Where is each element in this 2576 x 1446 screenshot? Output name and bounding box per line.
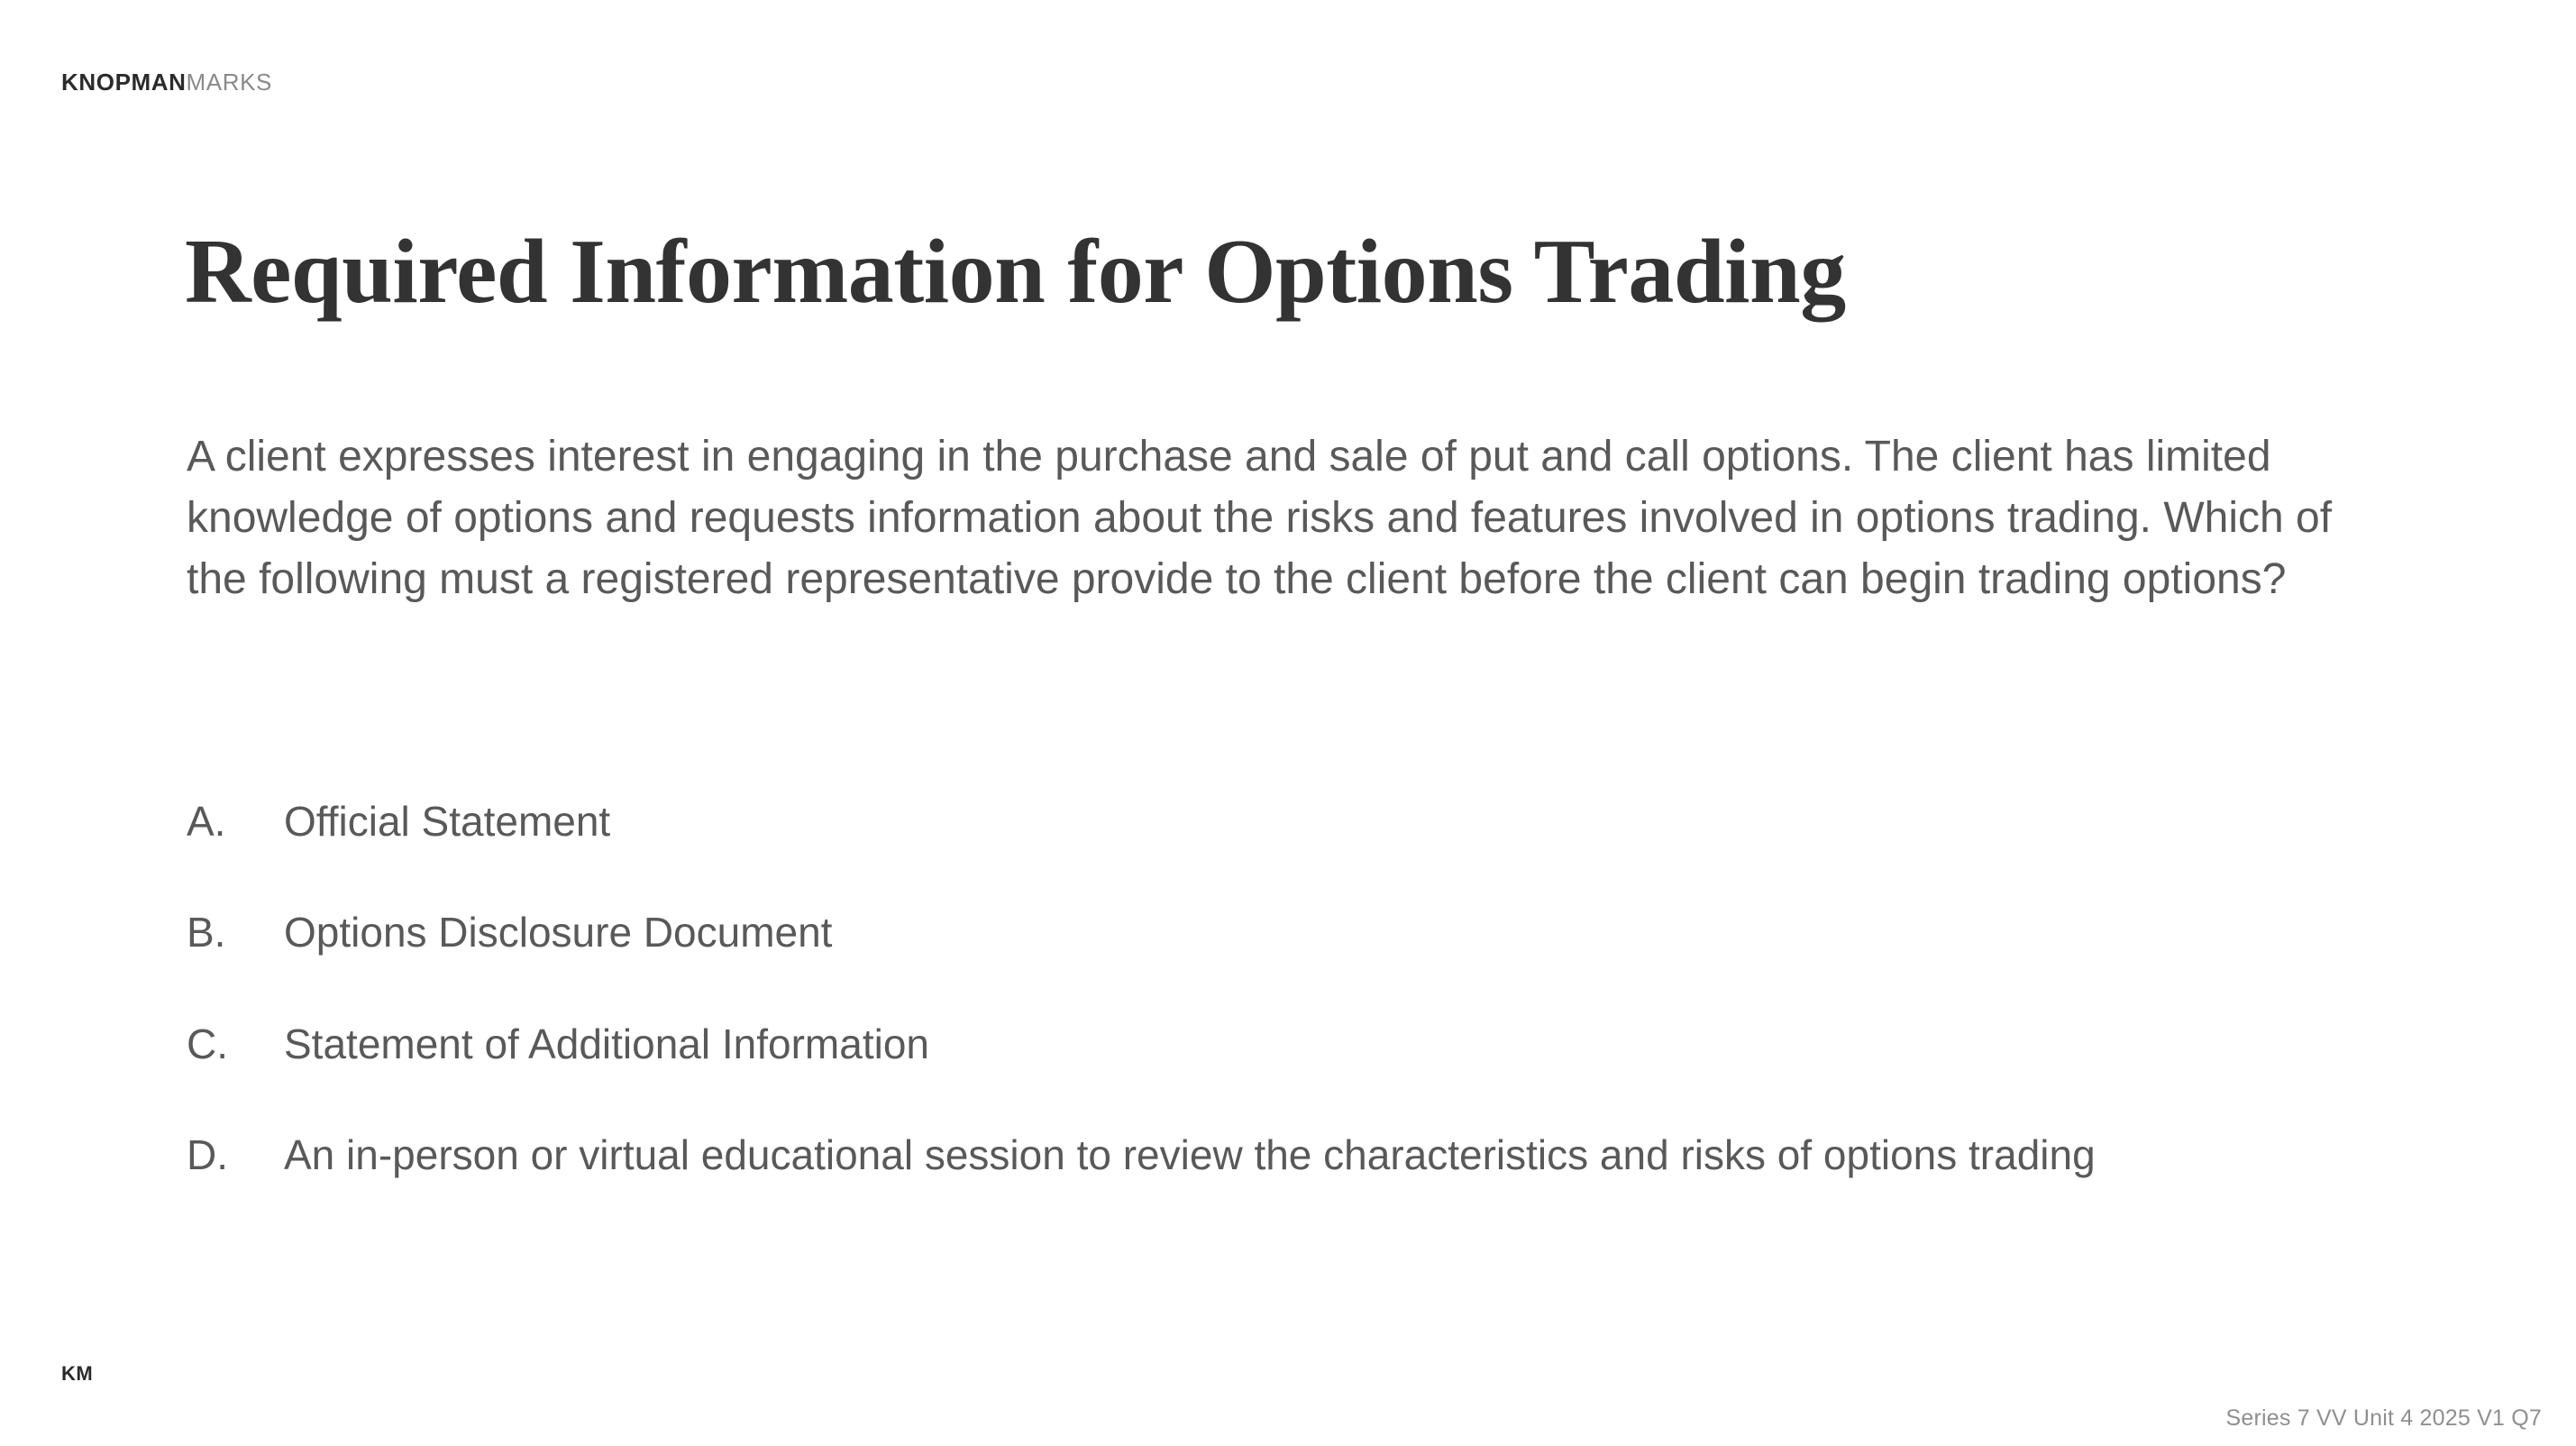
logo-text-primary: KNOPMAN (61, 69, 187, 96)
answer-choice-letter: C. (187, 1020, 228, 1067)
answer-choice-b[interactable] (187, 904, 2368, 961)
answer-choice-letter: A. (187, 798, 226, 845)
footer-logo-mark: KM (61, 1362, 94, 1385)
answer-choice-letter: D. (187, 1131, 228, 1179)
answer-choice-text: Options Disclosure Document (284, 909, 833, 956)
answer-choice-c[interactable] (187, 1016, 2368, 1073)
answer-choice-text: An in-person or virtual educational session to review the characteristics and risks of options trading (284, 1131, 2096, 1179)
answer-choices (187, 793, 2368, 1185)
answer-choice-text: Statement of Additional Information (284, 1020, 929, 1067)
footer-reference: Series 7 VV Unit 4 2025 V1 Q7 (2225, 1405, 2542, 1431)
page-title: Required Information for Options Trading (185, 221, 1846, 324)
answer-choice-letter: B. (187, 909, 226, 956)
answer-choice-a[interactable] (187, 793, 2368, 850)
knopman-marks-logo (61, 70, 272, 94)
logo-text-secondary: MARKS (186, 69, 272, 96)
question-stem: A client expresses interest in engaging in the purchase and sale of put and call options. The client has limited knowledge of options and requests information about the risks and features involved in options trading. Which of the following must a registered representative provide to the client before the client can begin trading options? (187, 433, 2333, 604)
answer-choice-d[interactable] (187, 1127, 2368, 1184)
answer-choice-text: Official Statement (284, 798, 611, 845)
